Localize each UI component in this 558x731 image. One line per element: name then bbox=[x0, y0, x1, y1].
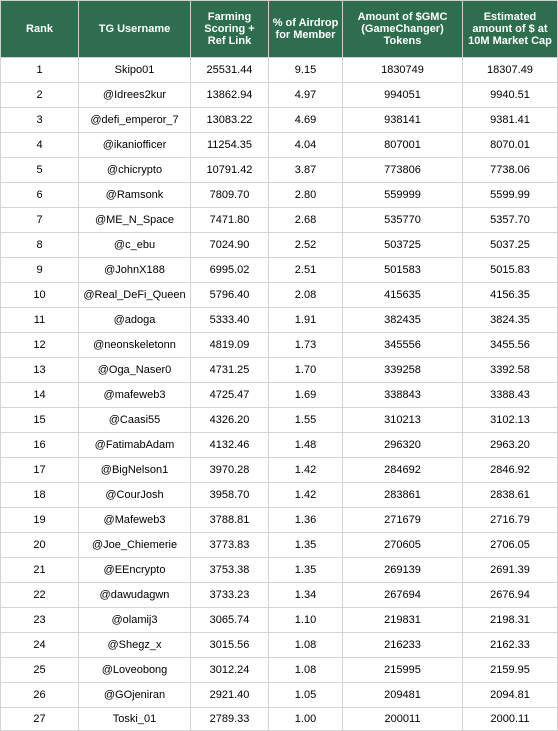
cell-estimated-value[interactable]: 2094.81 bbox=[463, 683, 558, 708]
cell-airdrop-percent[interactable]: 1.91 bbox=[269, 308, 343, 333]
cell-airdrop-percent[interactable]: 1.73 bbox=[269, 333, 343, 358]
cell-username[interactable]: @Caasi55 bbox=[79, 408, 191, 433]
header-airdrop-percent[interactable]: % of Airdrop for Member bbox=[269, 1, 343, 58]
table-row[interactable] bbox=[1, 208, 558, 233]
header-row bbox=[1, 1, 558, 58]
cell-username[interactable]: @Idrees2kur bbox=[79, 83, 191, 108]
cell-token-amount[interactable]: 270605 bbox=[343, 533, 463, 558]
cell-token-amount[interactable]: 559999 bbox=[343, 183, 463, 208]
cell-farming-score[interactable]: 5333.40 bbox=[191, 308, 269, 333]
cell-estimated-value[interactable]: 18307.49 bbox=[463, 58, 558, 83]
cell-username[interactable]: @EEncrypto bbox=[79, 558, 191, 583]
cell-airdrop-percent[interactable]: 1.70 bbox=[269, 358, 343, 383]
cell-airdrop-percent[interactable]: 3.87 bbox=[269, 158, 343, 183]
cell-airdrop-percent[interactable]: 4.04 bbox=[269, 133, 343, 158]
header-username[interactable]: TG Username bbox=[79, 1, 191, 58]
cell-estimated-value[interactable]: 5037.25 bbox=[463, 233, 558, 258]
cell-username[interactable]: @Shegz_x bbox=[79, 633, 191, 658]
cell-token-amount[interactable]: 216233 bbox=[343, 633, 463, 658]
table-row[interactable] bbox=[1, 558, 558, 583]
cell-username[interactable]: @GOjeniran bbox=[79, 683, 191, 708]
table-row[interactable] bbox=[1, 233, 558, 258]
cell-token-amount[interactable]: 209481 bbox=[343, 683, 463, 708]
cell-estimated-value[interactable]: 2706.05 bbox=[463, 533, 558, 558]
table-row[interactable] bbox=[1, 383, 558, 408]
table-row[interactable] bbox=[1, 58, 558, 83]
cell-airdrop-percent[interactable]: 1.48 bbox=[269, 433, 343, 458]
cell-username[interactable]: @dawudagwn bbox=[79, 583, 191, 608]
cell-farming-score[interactable]: 11254.35 bbox=[191, 133, 269, 158]
cell-farming-score[interactable]: 4819.09 bbox=[191, 333, 269, 358]
cell-token-amount[interactable]: 219831 bbox=[343, 608, 463, 633]
cell-farming-score[interactable]: 3773.83 bbox=[191, 533, 269, 558]
cell-rank[interactable]: 15 bbox=[1, 408, 79, 433]
cell-farming-score[interactable]: 3015.56 bbox=[191, 633, 269, 658]
cell-farming-score[interactable]: 2921.40 bbox=[191, 683, 269, 708]
cell-rank[interactable]: 21 bbox=[1, 558, 79, 583]
header-farming-score[interactable]: Farming Scoring + Ref Link bbox=[191, 1, 269, 58]
cell-estimated-value[interactable]: 5015.83 bbox=[463, 258, 558, 283]
cell-rank[interactable]: 19 bbox=[1, 508, 79, 533]
cell-farming-score[interactable]: 3970.28 bbox=[191, 458, 269, 483]
cell-airdrop-percent[interactable]: 1.35 bbox=[269, 558, 343, 583]
cell-rank[interactable]: 6 bbox=[1, 183, 79, 208]
cell-estimated-value[interactable]: 3102.13 bbox=[463, 408, 558, 433]
cell-token-amount[interactable]: 501583 bbox=[343, 258, 463, 283]
cell-rank[interactable]: 17 bbox=[1, 458, 79, 483]
cell-username[interactable]: @adoga bbox=[79, 308, 191, 333]
cell-rank[interactable]: 4 bbox=[1, 133, 79, 158]
cell-estimated-value[interactable]: 9940.51 bbox=[463, 83, 558, 108]
cell-token-amount[interactable]: 382435 bbox=[343, 308, 463, 333]
cell-rank[interactable]: 8 bbox=[1, 233, 79, 258]
cell-estimated-value[interactable]: 4156.35 bbox=[463, 283, 558, 308]
table-row[interactable] bbox=[1, 483, 558, 508]
cell-username[interactable]: @chicrypto bbox=[79, 158, 191, 183]
table-row[interactable] bbox=[1, 108, 558, 133]
cell-estimated-value[interactable]: 9381.41 bbox=[463, 108, 558, 133]
cell-rank[interactable]: 1 bbox=[1, 58, 79, 83]
cell-estimated-value[interactable]: 2846.92 bbox=[463, 458, 558, 483]
cell-estimated-value[interactable]: 2676.94 bbox=[463, 583, 558, 608]
table-row[interactable] bbox=[1, 708, 558, 731]
cell-estimated-value[interactable]: 3455.56 bbox=[463, 333, 558, 358]
cell-estimated-value[interactable]: 2162.33 bbox=[463, 633, 558, 658]
cell-farming-score[interactable]: 5796.40 bbox=[191, 283, 269, 308]
cell-username[interactable]: Skipo01 bbox=[79, 58, 191, 83]
cell-rank[interactable]: 27 bbox=[1, 708, 79, 731]
cell-token-amount[interactable]: 994051 bbox=[343, 83, 463, 108]
cell-airdrop-percent[interactable]: 2.51 bbox=[269, 258, 343, 283]
cell-farming-score[interactable]: 7024.90 bbox=[191, 233, 269, 258]
cell-farming-score[interactable]: 3012.24 bbox=[191, 658, 269, 683]
cell-rank[interactable]: 26 bbox=[1, 683, 79, 708]
cell-estimated-value[interactable]: 2000.11 bbox=[463, 708, 558, 731]
table-row[interactable] bbox=[1, 608, 558, 633]
table-row[interactable] bbox=[1, 308, 558, 333]
cell-farming-score[interactable]: 2789.33 bbox=[191, 708, 269, 731]
cell-username[interactable]: @c_ebu bbox=[79, 233, 191, 258]
cell-token-amount[interactable]: 535770 bbox=[343, 208, 463, 233]
cell-estimated-value[interactable]: 5357.70 bbox=[463, 208, 558, 233]
header-token-amount[interactable]: Amount of $GMC (GameChanger) Tokens bbox=[343, 1, 463, 58]
cell-airdrop-percent[interactable]: 1.08 bbox=[269, 633, 343, 658]
table-row[interactable] bbox=[1, 133, 558, 158]
cell-farming-score[interactable]: 25531.44 bbox=[191, 58, 269, 83]
table-row[interactable] bbox=[1, 433, 558, 458]
cell-token-amount[interactable]: 284692 bbox=[343, 458, 463, 483]
cell-username[interactable]: @FatimabAdam bbox=[79, 433, 191, 458]
cell-farming-score[interactable]: 3788.81 bbox=[191, 508, 269, 533]
cell-estimated-value[interactable]: 2198.31 bbox=[463, 608, 558, 633]
cell-farming-score[interactable]: 7809.70 bbox=[191, 183, 269, 208]
cell-username[interactable]: @ME_N_Space bbox=[79, 208, 191, 233]
cell-farming-score[interactable]: 3733.23 bbox=[191, 583, 269, 608]
cell-rank[interactable]: 14 bbox=[1, 383, 79, 408]
cell-username[interactable]: @Real_DeFi_Queen bbox=[79, 283, 191, 308]
cell-rank[interactable]: 2 bbox=[1, 83, 79, 108]
cell-username[interactable]: @JohnX188 bbox=[79, 258, 191, 283]
cell-username[interactable]: @mafeweb3 bbox=[79, 383, 191, 408]
cell-token-amount[interactable]: 271679 bbox=[343, 508, 463, 533]
cell-farming-score[interactable]: 13083.22 bbox=[191, 108, 269, 133]
cell-rank[interactable]: 9 bbox=[1, 258, 79, 283]
table-row[interactable] bbox=[1, 333, 558, 358]
table-row[interactable] bbox=[1, 408, 558, 433]
cell-token-amount[interactable]: 1830749 bbox=[343, 58, 463, 83]
cell-estimated-value[interactable]: 3824.35 bbox=[463, 308, 558, 333]
cell-airdrop-percent[interactable]: 1.05 bbox=[269, 683, 343, 708]
cell-username[interactable]: @Loveobong bbox=[79, 658, 191, 683]
cell-estimated-value[interactable]: 3392.58 bbox=[463, 358, 558, 383]
cell-estimated-value[interactable]: 3388.43 bbox=[463, 383, 558, 408]
cell-estimated-value[interactable]: 2838.61 bbox=[463, 483, 558, 508]
cell-token-amount[interactable]: 267694 bbox=[343, 583, 463, 608]
cell-farming-score[interactable]: 3753.38 bbox=[191, 558, 269, 583]
cell-token-amount[interactable]: 773806 bbox=[343, 158, 463, 183]
cell-rank[interactable]: 16 bbox=[1, 433, 79, 458]
cell-airdrop-percent[interactable]: 1.10 bbox=[269, 608, 343, 633]
table-row[interactable] bbox=[1, 258, 558, 283]
cell-token-amount[interactable]: 338843 bbox=[343, 383, 463, 408]
cell-rank[interactable]: 10 bbox=[1, 283, 79, 308]
cell-username[interactable]: @neonskeletonn bbox=[79, 333, 191, 358]
cell-rank[interactable]: 11 bbox=[1, 308, 79, 333]
cell-farming-score[interactable]: 3065.74 bbox=[191, 608, 269, 633]
cell-token-amount[interactable]: 345556 bbox=[343, 333, 463, 358]
cell-airdrop-percent[interactable]: 1.55 bbox=[269, 408, 343, 433]
table-row[interactable] bbox=[1, 658, 558, 683]
cell-farming-score[interactable]: 13862.94 bbox=[191, 83, 269, 108]
cell-airdrop-percent[interactable]: 2.52 bbox=[269, 233, 343, 258]
cell-rank[interactable]: 12 bbox=[1, 333, 79, 358]
cell-username[interactable]: @ikaniofficer bbox=[79, 133, 191, 158]
table-row[interactable] bbox=[1, 358, 558, 383]
header-estimated-value[interactable]: Estimated amount of $ at 10M Market Cap bbox=[463, 1, 558, 58]
cell-farming-score[interactable]: 6995.02 bbox=[191, 258, 269, 283]
cell-username[interactable]: @Mafeweb3 bbox=[79, 508, 191, 533]
cell-estimated-value[interactable]: 8070.01 bbox=[463, 133, 558, 158]
cell-farming-score[interactable]: 4326.20 bbox=[191, 408, 269, 433]
cell-token-amount[interactable]: 200011 bbox=[343, 708, 463, 731]
cell-token-amount[interactable]: 215995 bbox=[343, 658, 463, 683]
cell-token-amount[interactable]: 503725 bbox=[343, 233, 463, 258]
table-row[interactable] bbox=[1, 158, 558, 183]
cell-rank[interactable]: 23 bbox=[1, 608, 79, 633]
cell-farming-score[interactable]: 4731.25 bbox=[191, 358, 269, 383]
cell-estimated-value[interactable]: 2159.95 bbox=[463, 658, 558, 683]
cell-token-amount[interactable]: 269139 bbox=[343, 558, 463, 583]
table-row[interactable] bbox=[1, 183, 558, 208]
cell-airdrop-percent[interactable]: 4.69 bbox=[269, 108, 343, 133]
header-rank[interactable]: Rank bbox=[1, 1, 79, 58]
cell-token-amount[interactable]: 296320 bbox=[343, 433, 463, 458]
cell-rank[interactable]: 20 bbox=[1, 533, 79, 558]
cell-estimated-value[interactable]: 7738.06 bbox=[463, 158, 558, 183]
cell-username[interactable]: Toski_01 bbox=[79, 708, 191, 731]
cell-airdrop-percent[interactable]: 1.36 bbox=[269, 508, 343, 533]
cell-airdrop-percent[interactable]: 2.68 bbox=[269, 208, 343, 233]
cell-username[interactable]: @Oga_Naser0 bbox=[79, 358, 191, 383]
cell-token-amount[interactable]: 938141 bbox=[343, 108, 463, 133]
cell-airdrop-percent[interactable]: 9.15 bbox=[269, 58, 343, 83]
cell-airdrop-percent[interactable]: 1.42 bbox=[269, 458, 343, 483]
cell-airdrop-percent[interactable]: 1.34 bbox=[269, 583, 343, 608]
table-row[interactable] bbox=[1, 633, 558, 658]
cell-farming-score[interactable]: 4132.46 bbox=[191, 433, 269, 458]
cell-estimated-value[interactable]: 2716.79 bbox=[463, 508, 558, 533]
cell-rank[interactable]: 24 bbox=[1, 633, 79, 658]
cell-username[interactable]: @defi_emperor_7 bbox=[79, 108, 191, 133]
table-row[interactable] bbox=[1, 583, 558, 608]
table-row[interactable] bbox=[1, 83, 558, 108]
cell-airdrop-percent[interactable]: 1.42 bbox=[269, 483, 343, 508]
cell-airdrop-percent[interactable]: 1.69 bbox=[269, 383, 343, 408]
cell-username[interactable]: @olamij3 bbox=[79, 608, 191, 633]
table-body bbox=[1, 58, 558, 731]
cell-token-amount[interactable]: 807001 bbox=[343, 133, 463, 158]
cell-rank[interactable]: 18 bbox=[1, 483, 79, 508]
cell-rank[interactable]: 7 bbox=[1, 208, 79, 233]
cell-rank[interactable]: 5 bbox=[1, 158, 79, 183]
table-row[interactable] bbox=[1, 683, 558, 708]
table-header bbox=[1, 1, 558, 58]
cell-token-amount[interactable]: 310213 bbox=[343, 408, 463, 433]
cell-airdrop-percent[interactable]: 1.00 bbox=[269, 708, 343, 731]
cell-username[interactable]: @CourJosh bbox=[79, 483, 191, 508]
table-row[interactable] bbox=[1, 508, 558, 533]
cell-rank[interactable]: 25 bbox=[1, 658, 79, 683]
cell-airdrop-percent[interactable]: 4.97 bbox=[269, 83, 343, 108]
cell-airdrop-percent[interactable]: 1.08 bbox=[269, 658, 343, 683]
cell-token-amount[interactable]: 339258 bbox=[343, 358, 463, 383]
table-row[interactable] bbox=[1, 283, 558, 308]
cell-farming-score[interactable]: 7471.80 bbox=[191, 208, 269, 233]
cell-airdrop-percent[interactable]: 1.35 bbox=[269, 533, 343, 558]
cell-rank[interactable]: 3 bbox=[1, 108, 79, 133]
cell-airdrop-percent[interactable]: 2.80 bbox=[269, 183, 343, 208]
cell-farming-score[interactable]: 4725.47 bbox=[191, 383, 269, 408]
table-row[interactable] bbox=[1, 533, 558, 558]
cell-token-amount[interactable]: 283861 bbox=[343, 483, 463, 508]
cell-token-amount[interactable]: 415635 bbox=[343, 283, 463, 308]
table-row[interactable] bbox=[1, 458, 558, 483]
cell-farming-score[interactable]: 3958.70 bbox=[191, 483, 269, 508]
cell-estimated-value[interactable]: 2691.39 bbox=[463, 558, 558, 583]
cell-rank[interactable]: 22 bbox=[1, 583, 79, 608]
cell-farming-score[interactable]: 10791.42 bbox=[191, 158, 269, 183]
cell-airdrop-percent[interactable]: 2.08 bbox=[269, 283, 343, 308]
cell-estimated-value[interactable]: 2963.20 bbox=[463, 433, 558, 458]
cell-username[interactable]: @Joe_Chiemerie bbox=[79, 533, 191, 558]
cell-username[interactable]: @Ramsonk bbox=[79, 183, 191, 208]
cell-estimated-value[interactable]: 5599.99 bbox=[463, 183, 558, 208]
cell-username[interactable]: @BigNelson1 bbox=[79, 458, 191, 483]
cell-rank[interactable]: 13 bbox=[1, 358, 79, 383]
